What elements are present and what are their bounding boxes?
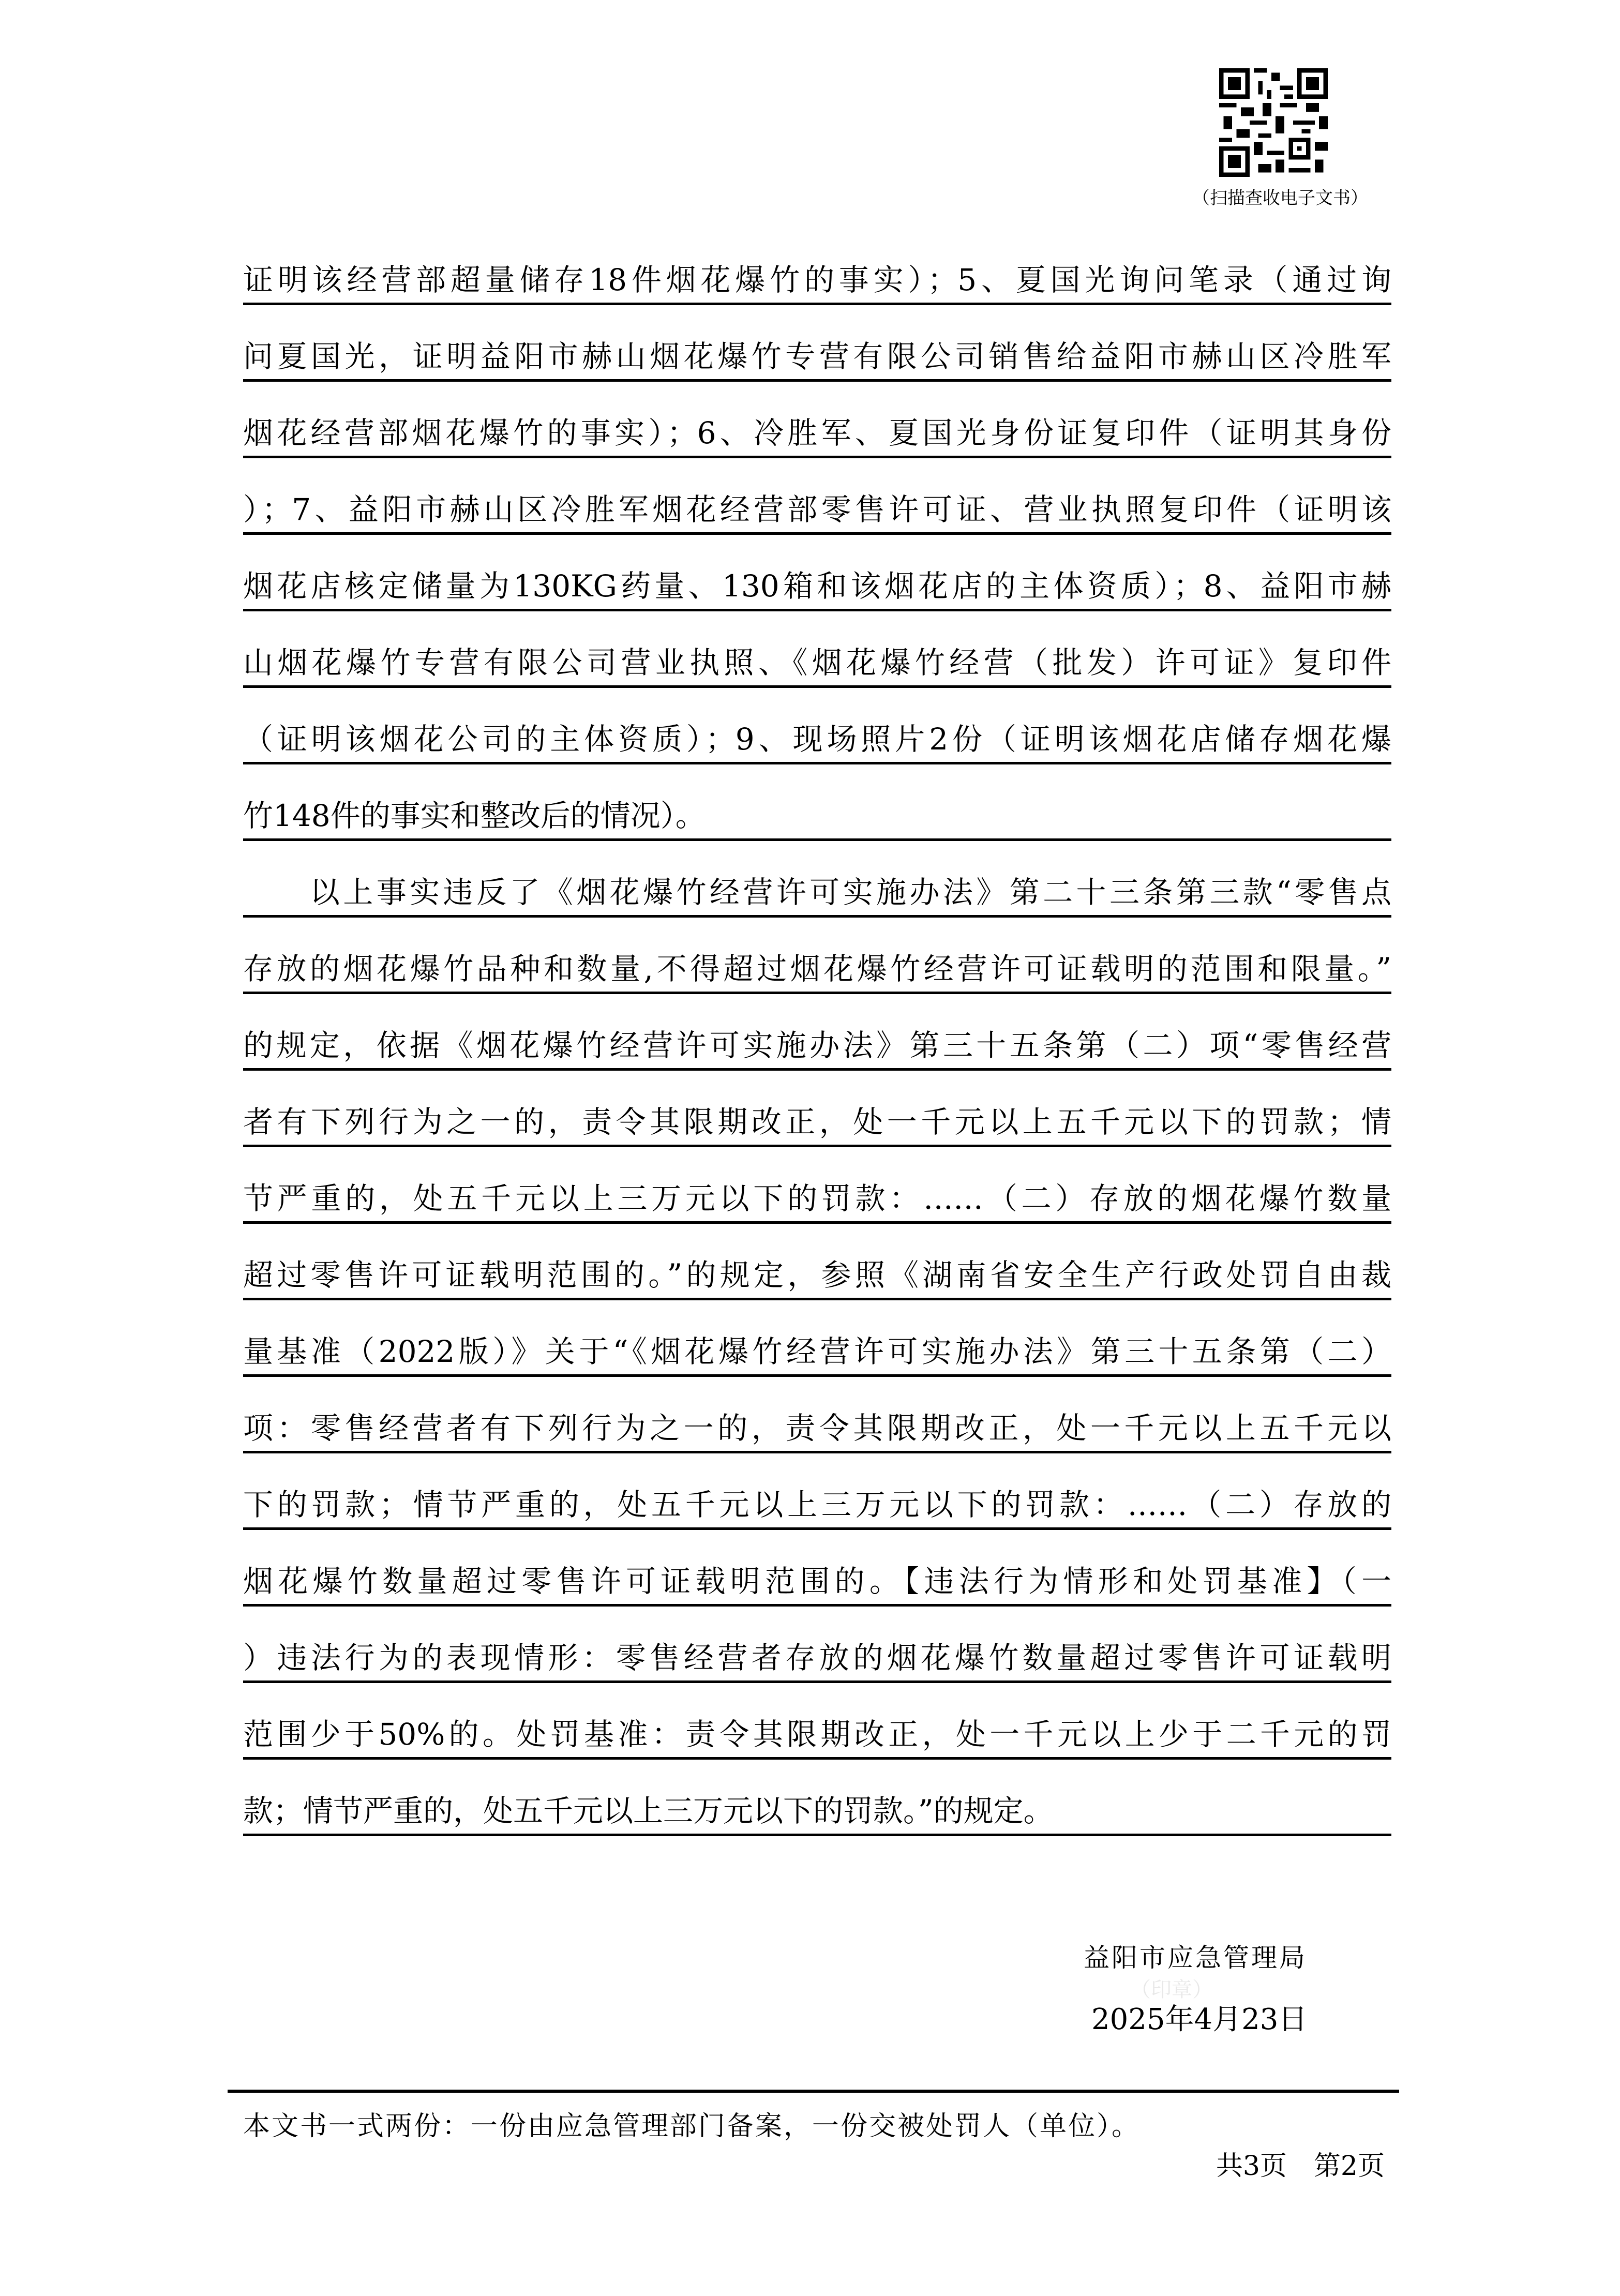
text-line: 烟花爆竹数量超过零售许可证载明范围的。【违法行为情形和处罚基准】（一	[243, 1530, 1391, 1607]
text-line: 问夏国光，证明益阳市赫山烟花爆竹专营有限公司销售给益阳市赫山区冷胜军	[243, 305, 1391, 382]
text-line: 以上事实违反了《烟花爆竹经营许可实施办法》第二十三条第三款“零售点	[243, 841, 1391, 918]
text-line: 山烟花爆竹专营有限公司营业执照、《烟花爆竹经营（批发）许可证》复印件	[243, 611, 1391, 688]
text-line: 证明该经营部超量储存18件烟花爆竹的事实）；5、夏国光询问笔录（通过询	[243, 229, 1391, 305]
text-line: 超过零售许可证载明范围的。”的规定，参照《湖南省安全生产行政处罚自由裁	[243, 1224, 1391, 1300]
document-body	[243, 229, 1391, 1836]
text-line: 者有下列行为之一的，责令其限期改正，处一千元以上五千元以下的罚款；情	[243, 1071, 1391, 1147]
text-line: （证明该烟花公司的主体资质）；9、现场照片2份（证明该烟花店储存烟花爆	[243, 688, 1391, 764]
issue-date: 2025年4月23日	[1091, 2003, 1308, 2036]
footer-divider	[228, 2090, 1399, 2093]
text-line: 竹148件的事实和整改后的情况）。	[243, 764, 1391, 841]
page-number: 共3页 第2页	[1216, 2151, 1385, 2182]
qr-caption: （扫描查收电子文书）	[1192, 188, 1368, 208]
text-line: 量基准（2022版）》关于“《烟花爆竹经营许可实施办法》第三十五条第（二）	[243, 1300, 1391, 1377]
text-line: 下的罚款；情节严重的，处五千元以上三万元以下的罚款：……（二）存放的	[243, 1453, 1391, 1530]
text-line: ）违法行为的表现情形：零售经营者存放的烟花爆竹数量超过零售许可证载明	[243, 1607, 1391, 1683]
text-line: 节严重的，处五千元以上三万元以下的罚款：……（二）存放的烟花爆竹数量	[243, 1147, 1391, 1224]
text-line: 范围少于50%的。处罚基准：责令其限期改正，处一千元以上少于二千元的罚	[243, 1683, 1391, 1760]
text-line: 烟花经营部烟花爆竹的事实）；6、冷胜军、夏国光身份证复印件（证明其身份	[243, 382, 1391, 458]
text-line: 烟花店核定储量为130KG药量、130箱和该烟花店的主体资质）；8、益阳市赫	[243, 535, 1391, 611]
text-line: 存放的烟花爆竹品种和数量,不得超过烟花爆竹经营许可证载明的范围和限量。”	[243, 918, 1391, 994]
footer-note: 本文书一式两份：一份由应急管理部门备案，一份交被处罚人（单位）。	[243, 2111, 1141, 2142]
text-line: ）；7、益阳市赫山区冷胜军烟花经营部零售许可证、营业执照复印件（证明该	[243, 458, 1391, 535]
seal-placeholder: （印章）	[1130, 1978, 1213, 2002]
issuing-organization: 益阳市应急管理局	[1084, 1943, 1307, 1973]
text-line: 的规定，依据《烟花爆竹经营许可实施办法》第三十五条第（二）项“零售经营	[243, 994, 1391, 1071]
text-line: 款；情节严重的，处五千元以上三万元以下的罚款。”的规定。	[243, 1760, 1391, 1836]
qr-code	[1217, 68, 1330, 177]
text-line: 项：零售经营者有下列行为之一的，责令其限期改正，处一千元以上五千元以	[243, 1377, 1391, 1453]
